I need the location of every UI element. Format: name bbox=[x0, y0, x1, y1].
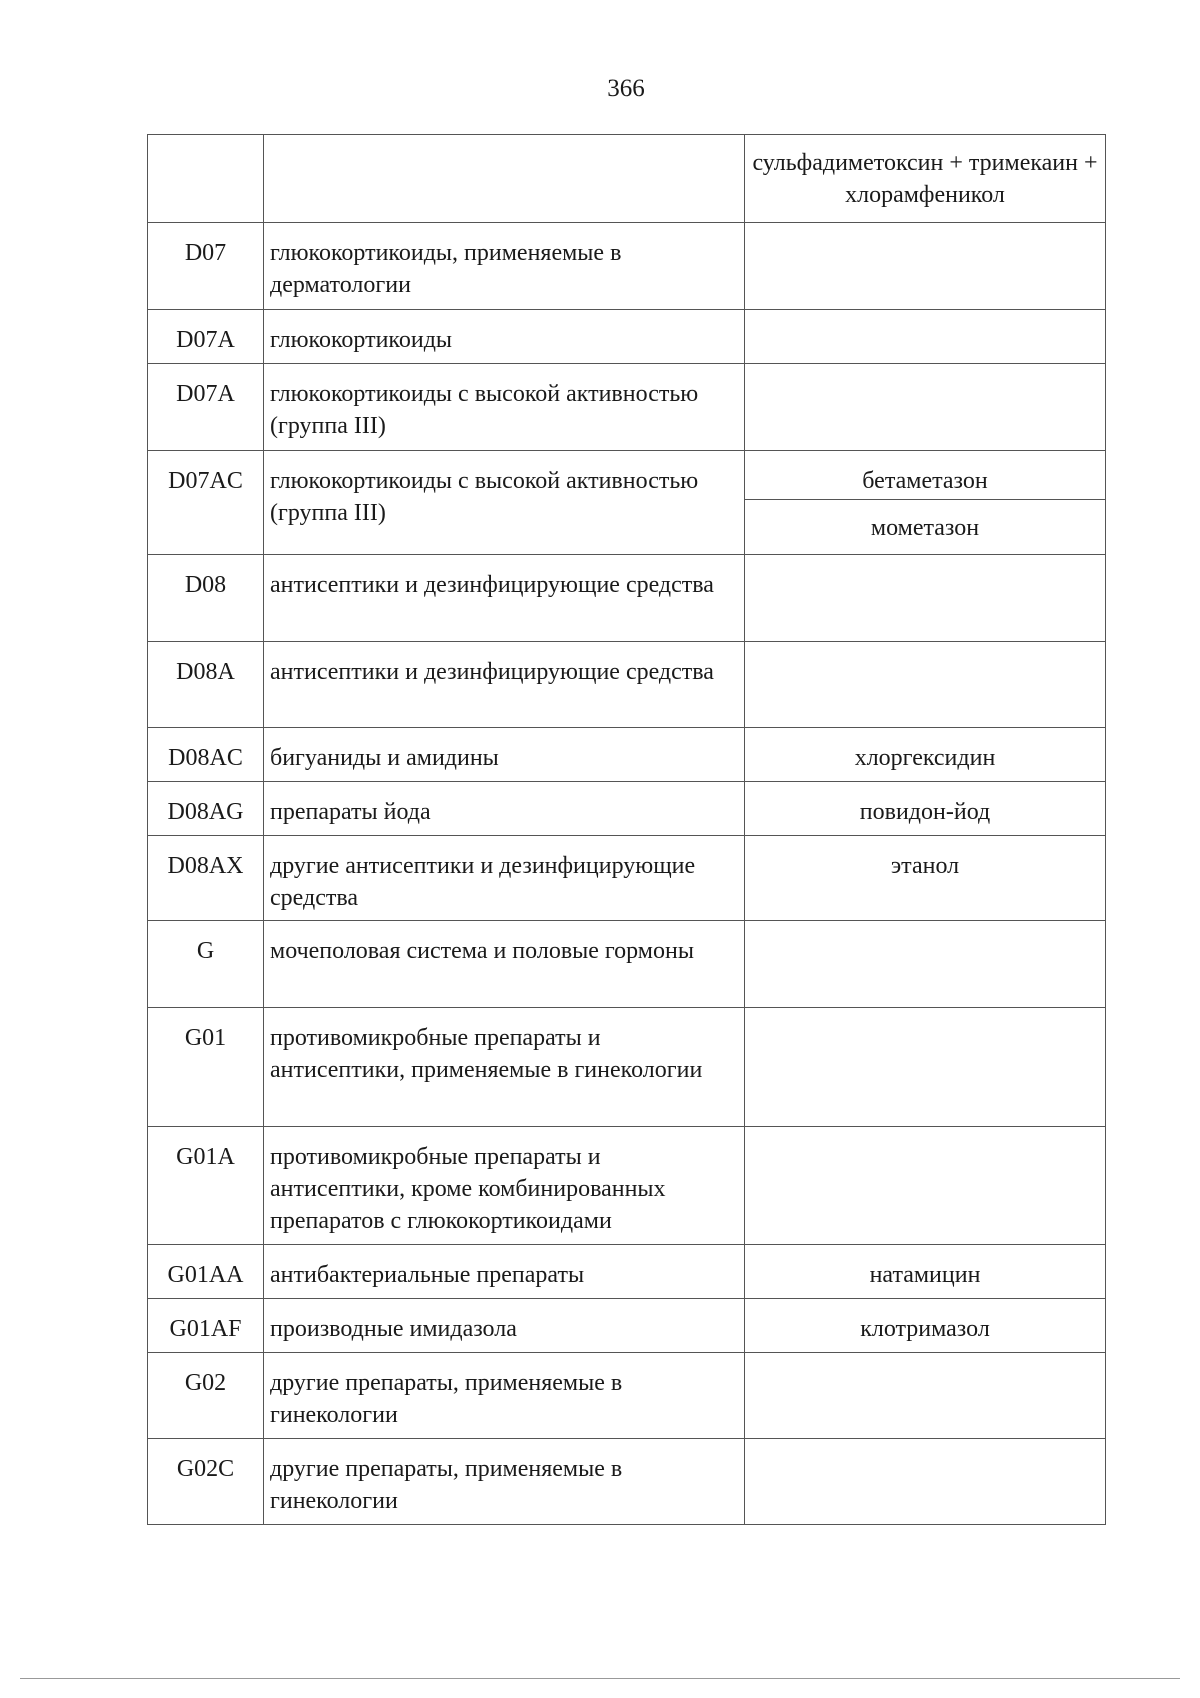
atc-description: мочеполовая система и половые гормоны bbox=[264, 921, 745, 1008]
atc-code: D07AC bbox=[148, 451, 264, 555]
table-row bbox=[148, 728, 1106, 782]
atc-description: препараты йода bbox=[264, 782, 745, 836]
atc-table bbox=[147, 134, 1106, 1525]
table-row bbox=[148, 782, 1106, 836]
drug-name bbox=[745, 555, 1106, 642]
table-row bbox=[148, 1245, 1106, 1299]
table-row bbox=[148, 836, 1106, 921]
drug-name bbox=[745, 364, 1106, 451]
atc-description: антисептики и дезинфицирующие средства bbox=[264, 642, 745, 728]
atc-description: антибактериальные препараты bbox=[264, 1245, 745, 1299]
table-row bbox=[148, 1353, 1106, 1439]
page-number: 366 bbox=[607, 75, 645, 102]
table-row bbox=[148, 1127, 1106, 1245]
atc-description: другие препараты, применяемые в гинекологии bbox=[264, 1353, 745, 1439]
atc-code: D08 bbox=[148, 555, 264, 642]
atc-description: противомикробные препараты и антисептики, применяемые в гинекологии bbox=[264, 1008, 745, 1127]
atc-code: G bbox=[148, 921, 264, 1008]
atc-description: глюкокортикоиды, применяемые в дерматологии bbox=[264, 223, 745, 310]
atc-code: D07A bbox=[148, 364, 264, 451]
table-row bbox=[148, 555, 1106, 642]
table-row bbox=[148, 1008, 1106, 1127]
atc-code: D08AX bbox=[148, 836, 264, 921]
table-row bbox=[148, 310, 1106, 364]
atc-code: G01AA bbox=[148, 1245, 264, 1299]
atc-description: глюкокортикоиды с высокой активностью (группа III) bbox=[264, 451, 745, 555]
atc-description: другие антисептики и дезинфицирующие средства bbox=[264, 836, 745, 921]
table-row bbox=[148, 921, 1106, 1008]
table-row bbox=[148, 1439, 1106, 1525]
atc-description: производные имидазола bbox=[264, 1299, 745, 1353]
drug-name bbox=[745, 310, 1106, 364]
atc-code: D08AG bbox=[148, 782, 264, 836]
atc-description: противомикробные препараты и антисептики, кроме комбинированных препаратов с глюкокортикоидами bbox=[264, 1127, 745, 1245]
drug-name bbox=[745, 921, 1106, 1008]
atc-code bbox=[148, 135, 264, 223]
drug-name: бетаметазон bbox=[745, 451, 1106, 500]
drug-name: сульфадиметоксин + тримекаин + хлорамфеникол bbox=[745, 135, 1106, 223]
atc-code: D07A bbox=[148, 310, 264, 364]
atc-description: глюкокортикоиды с высокой активностью (группа III) bbox=[264, 364, 745, 451]
drug-name: повидон-йод bbox=[745, 782, 1106, 836]
atc-description: бигуаниды и амидины bbox=[264, 728, 745, 782]
table-row bbox=[148, 135, 1106, 223]
atc-code: G01 bbox=[148, 1008, 264, 1127]
atc-code: D08AC bbox=[148, 728, 264, 782]
table-row bbox=[148, 451, 1106, 500]
drug-name bbox=[745, 1353, 1106, 1439]
drug-name bbox=[745, 1127, 1106, 1245]
drug-name: мометазон bbox=[745, 500, 1106, 555]
drug-name bbox=[745, 223, 1106, 310]
atc-code: D08A bbox=[148, 642, 264, 728]
atc-description: глюкокортикоиды bbox=[264, 310, 745, 364]
drug-name: этанол bbox=[745, 836, 1106, 921]
table-row bbox=[148, 1299, 1106, 1353]
drug-name bbox=[745, 1008, 1106, 1127]
atc-code: G02 bbox=[148, 1353, 264, 1439]
atc-code: D07 bbox=[148, 223, 264, 310]
page-bottom-rule bbox=[20, 1678, 1180, 1679]
atc-description: антисептики и дезинфицирующие средства bbox=[264, 555, 745, 642]
table-row bbox=[148, 642, 1106, 728]
drug-name: хлоргексидин bbox=[745, 728, 1106, 782]
atc-code: G02C bbox=[148, 1439, 264, 1525]
table-row bbox=[148, 364, 1106, 451]
atc-description: другие препараты, применяемые в гинекологии bbox=[264, 1439, 745, 1525]
table-row bbox=[148, 223, 1106, 310]
drug-name: натамицин bbox=[745, 1245, 1106, 1299]
atc-code: G01AF bbox=[148, 1299, 264, 1353]
drug-name bbox=[745, 1439, 1106, 1525]
atc-description bbox=[264, 135, 745, 223]
drug-name bbox=[745, 642, 1106, 728]
drug-name: клотримазол bbox=[745, 1299, 1106, 1353]
atc-code: G01A bbox=[148, 1127, 264, 1245]
